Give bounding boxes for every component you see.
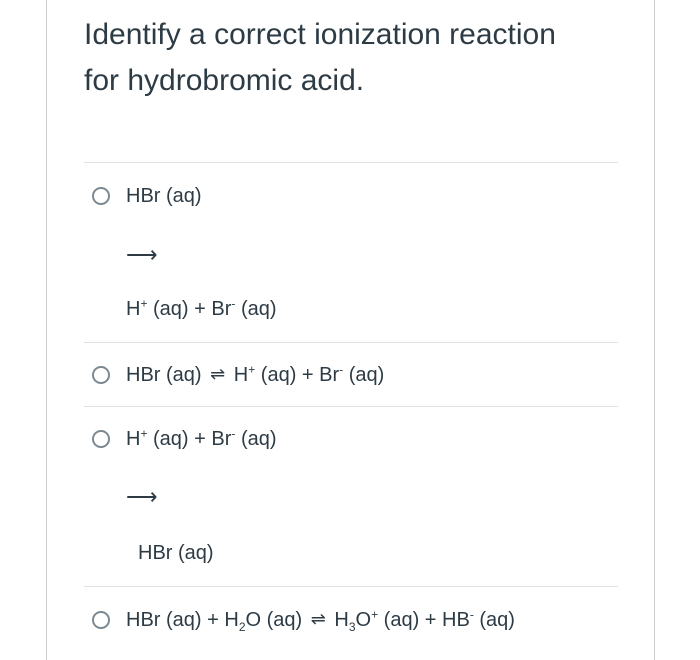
option-4-equation <box>126 607 515 633</box>
question-line-2: for hydrobromic acid. <box>84 64 365 97</box>
option-1-arrow: ⟶ <box>126 242 158 267</box>
option-4-h: H <box>328 609 349 631</box>
option-1-aq-br: (aq) + Br <box>147 298 232 320</box>
option-2-hbr: HBr (aq) <box>126 364 208 386</box>
left-border <box>46 0 47 660</box>
option-3-br-charge: - <box>231 426 236 441</box>
option-1-h-charge: + <box>140 296 148 311</box>
quiz-question-card <box>84 0 618 660</box>
option-4-h2-subscript: 2 <box>238 620 246 634</box>
option-4-aq: (aq) <box>473 609 515 631</box>
option-1-h: H <box>126 298 141 320</box>
option-3-h-charge: + <box>140 426 148 441</box>
equilibrium-arrow-icon: ⇌ <box>210 364 226 384</box>
option-4-h3-subscript: 3 <box>348 620 356 634</box>
radio-button-option-2[interactable] <box>92 366 110 384</box>
radio-button-option-3[interactable] <box>92 430 110 448</box>
option-4-aq-hb: (aq) + HB <box>378 609 470 631</box>
option-1-reactant: HBr (aq) <box>126 185 202 207</box>
option-1-aq: (aq) <box>235 298 277 320</box>
radio-button-option-4[interactable] <box>92 611 110 629</box>
option-4-o-aq: O (aq) <box>245 609 308 631</box>
option-2-equation <box>126 362 384 388</box>
option-2-aq: (aq) <box>343 364 385 386</box>
option-3-product: HBr (aq) <box>138 542 214 564</box>
option-4-o: O <box>355 609 372 631</box>
answer-option-3[interactable] <box>84 406 618 586</box>
question-text <box>84 12 618 104</box>
option-4-hbr-h: HBr (aq) + H <box>126 609 239 631</box>
answer-option-4[interactable] <box>84 586 618 650</box>
option-3-arrow: ⟶ <box>126 484 158 509</box>
option-2-h-charge: + <box>248 362 256 377</box>
equilibrium-arrow-icon: ⇌ <box>310 609 326 629</box>
option-3-aq: (aq) <box>235 428 277 450</box>
option-3-aq-br: (aq) + Br <box>147 428 232 450</box>
radio-button-option-1[interactable] <box>92 187 110 205</box>
option-4-hb-charge: - <box>469 607 474 622</box>
option-4-h3o-charge: + <box>371 607 379 622</box>
answer-option-2[interactable] <box>84 342 618 406</box>
question-line-1: Identify a correct ionization reaction <box>84 18 556 51</box>
option-3-h: H <box>126 428 141 450</box>
answer-option-1[interactable] <box>84 162 618 342</box>
option-1-br-charge: - <box>231 296 236 311</box>
right-border <box>654 0 655 660</box>
option-1-product <box>126 296 277 322</box>
option-2-aq-br: (aq) + Br <box>255 364 340 386</box>
option-3-reactants <box>126 426 277 452</box>
option-2-h: H <box>228 364 249 386</box>
option-2-br-charge: - <box>339 362 344 377</box>
